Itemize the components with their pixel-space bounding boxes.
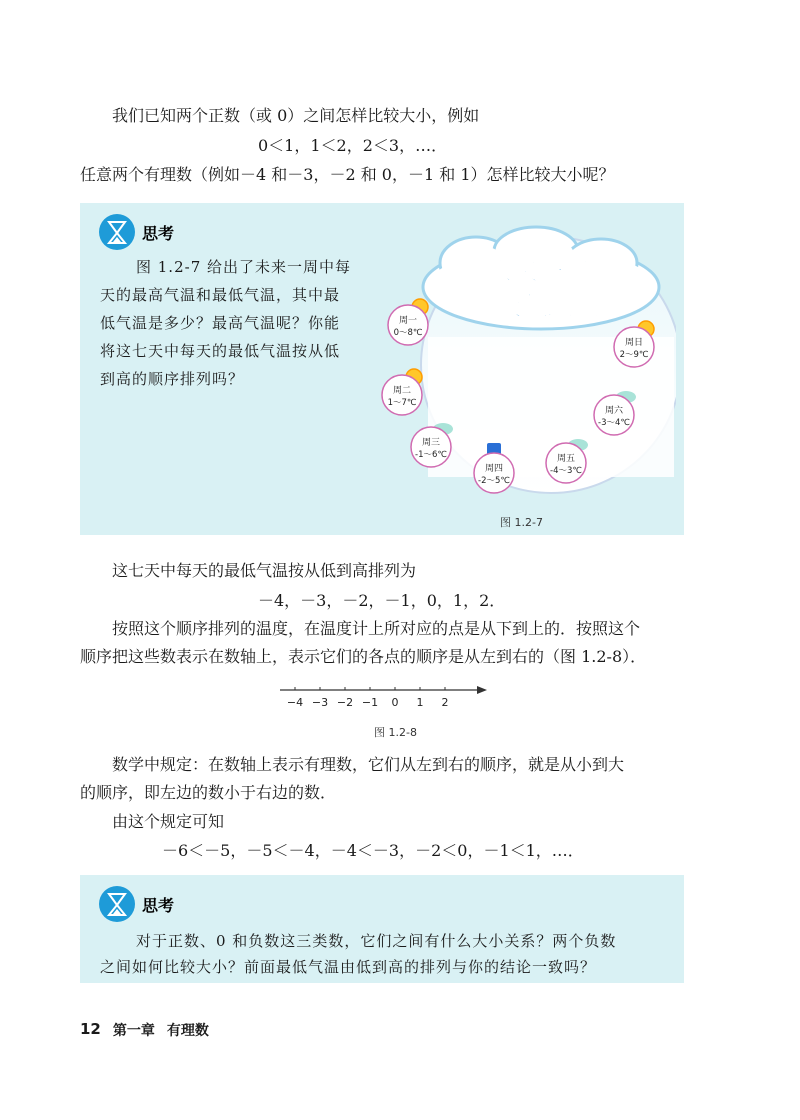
day-name: 周一 — [398, 316, 418, 326]
body-p4: 由这个规定可知 — [112, 812, 225, 831]
body-p3-line-1: 数学中规定：在数轴上表示有理数，它们从左到右的顺序，就是从小到大 — [112, 755, 625, 774]
think-text-line-2: 天的最高气温和最低气温，其中最 — [100, 286, 341, 304]
think-label-1: 思考 — [142, 223, 175, 243]
figure-caption-1: 图 1.2-7 — [500, 516, 543, 529]
number-line-label: −1 — [361, 696, 379, 709]
think-text-line-1: 图 1.2-7 给出了未来一周中每 — [136, 258, 352, 276]
think2-line-2: 之间如何比较大小？前面最低气温由低到高的排列与你的结论一致吗？ — [100, 958, 597, 976]
think2-line-1: 对于正数、0 和负数这三类数，它们之间有什么大小关系？两个负数 — [136, 932, 617, 950]
cloud-title-line-2: 天气预报 — [495, 292, 601, 322]
think-text-line-4: 将这七天中每天的最低气温按从低 — [100, 342, 341, 360]
think-label-2: 思考 — [142, 895, 175, 915]
number-line-label: −3 — [311, 696, 329, 709]
intro-line-2: 任意两个有理数（例如－4 和－3，－2 和 0，－1 和 1）怎样比较大小呢？ — [80, 165, 615, 184]
think-box-2 — [80, 875, 684, 983]
think-text-line-3: 低气温是多少？最高气温呢？你能 — [100, 314, 341, 332]
number-line-label: −4 — [286, 696, 304, 709]
day-badge-2 — [382, 369, 422, 415]
chapter-title: 有理数 — [166, 1023, 209, 1039]
figure-caption-2: 图 1.2-8 — [374, 726, 417, 739]
number-line-arrow — [477, 686, 487, 694]
day-temp: -1～6℃ — [415, 450, 447, 460]
day-temp: 0～8℃ — [393, 328, 423, 338]
day-temp: 1～7℃ — [387, 398, 417, 408]
number-line-label: 2 — [441, 696, 449, 709]
body-p1: 这七天中每天的最低气温按从低到高排列为 — [112, 561, 417, 580]
body-formula-3: －6＜－5，－5＜－4，－4＜－3，－2＜0，－1＜1，…． — [162, 841, 584, 860]
intro-formula: 0＜1，1＜2，2＜3，…． — [258, 136, 448, 155]
day-temp: -3～4℃ — [598, 418, 630, 428]
day-name: 周日 — [624, 338, 644, 348]
weather-forecast-figure — [376, 225, 676, 505]
day-temp: -4～3℃ — [550, 466, 582, 476]
day-name: 周二 — [392, 386, 412, 396]
body-p2-line-1: 按照这个顺序排列的温度，在温度计上所对应的点是从下到上的．按照这个 — [112, 619, 641, 638]
day-name: 周六 — [604, 406, 624, 416]
intro-line-1: 我们已知两个正数（或 0）之间怎样比较大小，例如 — [112, 106, 480, 125]
chapter-label: 第一章 — [112, 1023, 155, 1039]
page-footer — [80, 1020, 209, 1040]
number-line-label: 1 — [416, 696, 424, 709]
think-icon — [98, 213, 136, 251]
body-p3-line-2: 的顺序，即左边的数小于右边的数． — [80, 783, 337, 802]
day-temp: -2～5℃ — [478, 476, 510, 486]
day-temp: 2～9℃ — [619, 350, 649, 360]
number-line-label: 0 — [391, 696, 399, 709]
day-badge-3 — [411, 423, 453, 467]
think-heading-1 — [98, 213, 174, 251]
day-name: 周五 — [556, 454, 576, 464]
page-number: 12 — [80, 1020, 101, 1038]
body-p2-line-2: 顺序把这些数表示在数轴上，表示它们的各点的顺序是从左到右的（图 1.2-8）． — [80, 647, 647, 666]
day-name: 周四 — [484, 464, 504, 474]
think-icon — [98, 885, 136, 923]
think-box-1 — [80, 203, 684, 535]
cloud-title-line-1: 未来一周 — [485, 258, 591, 288]
think-text-line-5: 到高的顺序排列吗？ — [100, 370, 245, 388]
number-line — [275, 678, 490, 712]
day-badge-1 — [388, 299, 428, 345]
number-line-label: −2 — [336, 696, 354, 709]
body-formula-2: －4，－3，－2，－1，0，1，2． — [258, 591, 506, 610]
day-name: 周三 — [421, 438, 441, 448]
think-heading-2 — [98, 885, 174, 923]
